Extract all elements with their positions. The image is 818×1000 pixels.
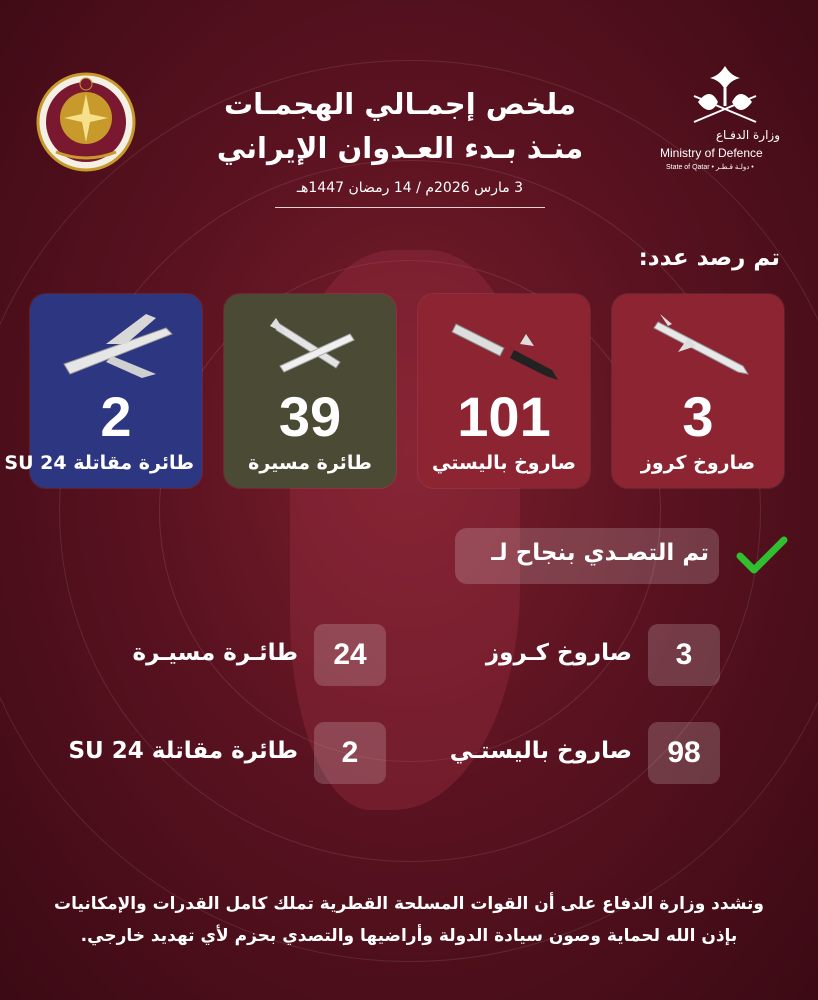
intercept-number-cruise: 3 — [648, 624, 720, 686]
intercept-label-fighter: طائرة مقاتلة SU 24 — [68, 738, 298, 764]
intercept-number-drone: 24 — [314, 624, 386, 686]
card-fighter-jet — [4, 294, 202, 488]
state-of-qatar-text: State of Qatar • دولـة قـطـر • — [666, 164, 754, 171]
armed-forces-emblem — [36, 72, 136, 172]
card-number: 101 — [457, 385, 551, 448]
card-label: طائرة مسيرة — [248, 452, 372, 474]
card-number: 3 — [682, 385, 714, 448]
ministry-of-defence-logo — [660, 62, 790, 182]
card-ballistic-missile — [418, 294, 590, 488]
card-number: 39 — [278, 385, 342, 448]
ministry-arabic-name: وزارة الدفـاع — [715, 128, 780, 142]
check-icon — [736, 534, 788, 578]
card-label: طائرة مقاتلة SU 24 — [4, 452, 194, 474]
card-number: 2 — [100, 385, 132, 448]
detected-heading: تم رصد عدد: — [638, 245, 780, 271]
drone-icon — [240, 304, 380, 384]
title-line-2: منـذ بـدء العـدوان الإيراني — [216, 131, 584, 165]
intercept-number-ballistic: 98 — [648, 722, 720, 784]
date-divider — [275, 207, 545, 208]
intercept-label-drone: طائـرة مسيـرة — [132, 640, 298, 666]
footer-line-2: بإذن الله لحماية وصون سيادة الدولة وأراضيها والتصدي بحزم لأي تهديد خارجي. — [80, 926, 738, 946]
intercept-number-fighter: 2 — [314, 722, 386, 784]
intercept-label-ballistic: صاروخ باليستـي — [449, 738, 632, 764]
card-cruise-missile — [612, 294, 784, 488]
ballistic-missile-icon — [434, 304, 574, 384]
cruise-missile-icon — [628, 304, 768, 384]
page-title — [180, 82, 620, 170]
title-line-1: ملخص إجمـالي الهجمـات — [223, 87, 577, 121]
ministry-english-name: Ministry of Defence — [660, 146, 763, 160]
intercept-heading: تم التصـدي بنجاح لـ — [491, 540, 709, 566]
footer-line-1: وتشدد وزارة الدفاع على أن القوات المسلحة القطرية تملك كامل القدرات والإمكانيات — [54, 894, 764, 914]
card-label: صاروخ باليستي — [431, 452, 577, 474]
footer-statement — [25, 888, 793, 952]
card-label: صاروخ كروز — [640, 452, 756, 474]
fighter-jet-icon — [46, 304, 186, 384]
date-text: 3 مارس 2026م / 14 رمضان 1447هـ — [296, 180, 524, 196]
intercept-heading-box — [455, 528, 719, 584]
card-drone — [224, 294, 396, 488]
intercept-label-cruise: صاروخ كـروز — [485, 640, 632, 666]
